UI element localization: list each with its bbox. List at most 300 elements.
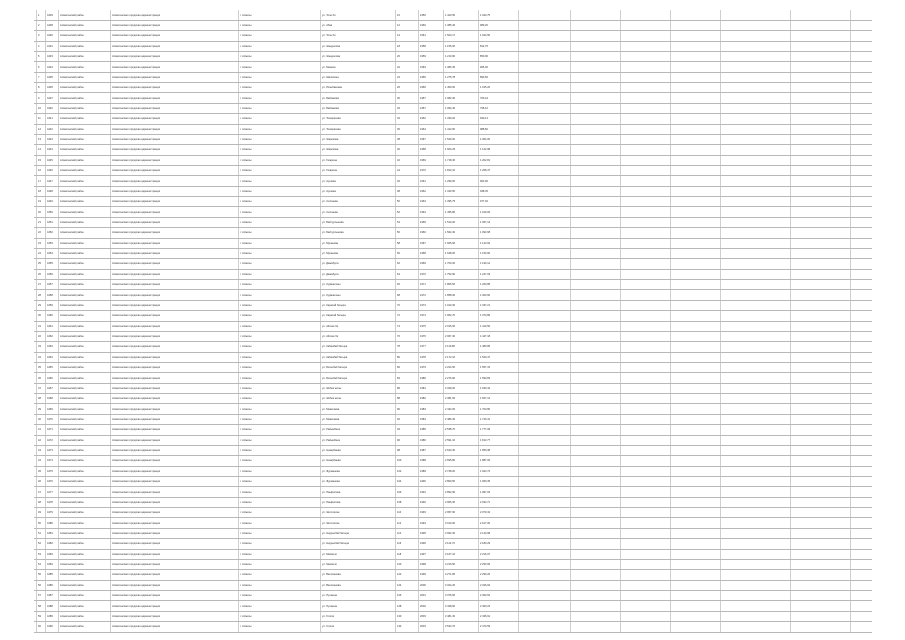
table-cell: 1969 [420, 262, 426, 266]
table-cell: Алматинский район [60, 210, 84, 214]
table-cell: Алматинский район [60, 303, 84, 307]
table-cell: Алматинская городская администрация [112, 314, 161, 318]
table-cell: г. Алматы [240, 210, 252, 214]
table-cell: 96 [397, 438, 400, 442]
table-cell: 34 [397, 117, 400, 121]
table-cell: ул. Назарбаева [322, 459, 341, 463]
table-cell: г. Алматы [240, 158, 252, 162]
table-cell: 41 [38, 428, 41, 432]
table-cell: Алматинская городская администрация [112, 221, 161, 225]
table-cell: Алматинская городская администрация [112, 127, 161, 131]
table-cell: Алматинский район [60, 75, 84, 79]
table-cell: 47 [38, 490, 41, 494]
table-cell: 9 [38, 96, 40, 100]
table-cell: 977,02 [480, 200, 488, 204]
table-cell: ул. Гоголя [322, 625, 335, 629]
table-cell: 2 172,10 [445, 355, 456, 359]
table-cell: 1996 [420, 542, 426, 546]
table-cell: Алматинский район [60, 407, 84, 411]
table-cell: ул. Наурызбай батыра [322, 542, 350, 546]
table-cell: 4462 [47, 335, 53, 339]
table-cell: 54 [397, 221, 400, 225]
table-cell: 4481 [47, 532, 53, 536]
table-cell: ул. Жандосова [322, 44, 341, 48]
table-cell: 1972 [420, 293, 426, 297]
table-cell: 132 [397, 625, 402, 629]
table-cell: Алматинский район [60, 583, 84, 587]
table-cell: 1 630,44 [480, 386, 491, 390]
table-cell: 760,44 [480, 96, 488, 100]
table-cell: Алматинская городская администрация [112, 75, 161, 79]
table-cell: 2 276,90 [445, 376, 456, 380]
table-cell: 1965 [420, 75, 426, 79]
table-cell: г. Алматы [240, 13, 252, 17]
table-cell: 1 044,50 [480, 34, 491, 38]
table-cell: г. Алматы [240, 573, 252, 577]
table-cell: 1997 [420, 552, 426, 556]
table-cell: 2 033,71 [480, 500, 491, 504]
table-cell: Алматинская городская администрация [112, 293, 161, 297]
table-cell: Алматинский район [60, 200, 84, 204]
table-cell: 850,00 [480, 55, 488, 59]
table-cell: 890,66 [480, 75, 488, 79]
table-cell: 32 [38, 335, 41, 339]
table-cell: г. Алматы [240, 200, 252, 204]
table-cell: 1968 [420, 252, 426, 256]
table-cell: 4431 [47, 44, 53, 48]
table-cell: ул. Толе би [322, 13, 336, 17]
table-cell: 1 410,50 [480, 324, 491, 328]
table-cell: ул. Абая [322, 24, 333, 28]
table-cell: Алматинский район [60, 221, 84, 225]
table-cell: 4446 [47, 169, 53, 173]
table-cell: 4485 [47, 573, 53, 577]
table-cell: 60 [38, 625, 41, 629]
table-cell: г. Алматы [240, 262, 252, 266]
table-cell: Алматинский район [60, 428, 84, 432]
table-cell: 4452 [47, 231, 53, 235]
table-cell: Алматинский район [60, 96, 84, 100]
table-cell: г. Алматы [240, 169, 252, 173]
table-cell: 768,10 [480, 106, 488, 110]
table-cell: 4 [38, 44, 40, 48]
table-cell: ул. Макатаева [322, 407, 340, 411]
table-cell: 5 [38, 55, 40, 59]
table-cell: 102 [397, 469, 402, 473]
table-cell: 31 [38, 324, 41, 328]
table-cell: 64 [397, 272, 400, 276]
table-cell: 1977 [420, 345, 426, 349]
table-cell: 4434 [47, 65, 53, 69]
table-cell: Алматинский район [60, 241, 84, 245]
table-cell: 1982 [420, 397, 426, 401]
row-divider [34, 165, 872, 166]
table-cell: 1967 [420, 241, 426, 245]
table-cell: 52 [397, 210, 400, 214]
table-cell: 84 [397, 376, 400, 380]
table-cell: 19 [38, 200, 41, 204]
table-cell: Алматинская городская администрация [112, 210, 161, 214]
table-cell: 2 224,50 [445, 366, 456, 370]
table-cell: Алматинская городская администрация [112, 106, 161, 110]
table-cell: 53 [38, 552, 41, 556]
table-cell: Алматинская городская администрация [112, 335, 161, 339]
row-divider [34, 435, 872, 436]
table-cell: Алматинская городская администрация [112, 158, 161, 162]
table-cell: 1983 [420, 407, 426, 411]
table-cell: г. Алматы [240, 335, 252, 339]
table-cell: Алматинская городская администрация [112, 614, 161, 618]
table-cell: ул. Байтурсынова [322, 231, 344, 235]
table-cell: ул. Кабанбай батыра [322, 345, 348, 349]
table-cell: 4466 [47, 376, 53, 380]
table-cell: Алматинская городская администрация [112, 594, 161, 598]
table-cell: 1998 [420, 563, 426, 567]
table-cell: 51 [38, 532, 41, 536]
table-cell: Алматинская городская администрация [112, 303, 161, 307]
table-cell: 2 748,20 [445, 469, 456, 473]
table-cell: ул. Карасай батыра [322, 314, 346, 318]
table-cell: 1 450,00 [445, 86, 456, 90]
table-cell: 1 520,00 [445, 138, 456, 142]
row-divider [34, 632, 872, 633]
table-cell: Алматинский район [60, 469, 84, 473]
row-divider [34, 321, 872, 322]
table-cell: 1 605,60 [445, 241, 456, 245]
table-cell: 4443 [47, 138, 53, 142]
table-cell: г. Алматы [240, 583, 252, 587]
table-cell: 4461 [47, 324, 53, 328]
table-cell: Алматинская городская администрация [112, 272, 161, 276]
table-cell: 50 [397, 200, 400, 204]
table-cell: г. Алматы [240, 86, 252, 90]
row-divider [34, 331, 872, 332]
table-cell: 25 [38, 262, 41, 266]
row-divider [34, 403, 872, 404]
table-cell: Алматинский район [60, 24, 84, 28]
table-cell: Алматинский район [60, 231, 84, 235]
table-cell: 4486 [47, 583, 53, 587]
table-cell: Алматинский район [60, 480, 84, 484]
table-cell: 4464 [47, 355, 53, 359]
table-cell: 22 [397, 65, 400, 69]
table-cell: ул. Масанчи [322, 563, 337, 567]
table-cell: 120 [397, 563, 402, 567]
table-cell: 1970 [420, 169, 426, 173]
table-cell: 1985 [420, 428, 426, 432]
table-cell: Алматинский район [60, 376, 84, 380]
table-cell: 4435 [47, 75, 53, 79]
table-cell: 3 062,40 [445, 532, 456, 536]
table-cell: г. Алматы [240, 438, 252, 442]
table-cell: 1 337,21 [480, 303, 491, 307]
table-cell: 2004 [420, 625, 426, 629]
table-cell: 1974 [420, 314, 426, 318]
table-cell: 4450 [47, 210, 53, 214]
table-cell: 4456 [47, 272, 53, 276]
table-cell: 28 [38, 293, 41, 297]
table-cell: 20 [397, 55, 400, 59]
table-cell: ул. Райымбека [322, 428, 340, 432]
table-cell: 1 960,35 [480, 480, 491, 484]
table-cell: 1 604,25 [445, 148, 456, 152]
table-cell: 56 [397, 231, 400, 235]
table-cell: 2 070,32 [480, 511, 491, 515]
table-cell: 122 [397, 573, 402, 577]
table-cell: 1995 [420, 532, 426, 536]
table-cell: 4489 [47, 614, 53, 618]
table-cell: 3 [38, 34, 40, 38]
table-cell: г. Алматы [240, 542, 252, 546]
row-divider [34, 289, 872, 290]
table-cell: 1 300,60 [480, 293, 491, 297]
table-cell: ул. Желтоксан [322, 511, 340, 515]
table-cell: г. Алматы [240, 355, 252, 359]
table-cell: 2 591,10 [445, 438, 456, 442]
table-cell: г. Алматы [240, 480, 252, 484]
table-cell: г. Алматы [240, 293, 252, 297]
table-cell: 1 593,83 [480, 376, 491, 380]
table-cell: 1 997,03 [480, 490, 491, 494]
table-cell: Алматинская городская администрация [112, 625, 161, 629]
table-cell: 80 [397, 355, 400, 359]
table-cell: 70 [397, 303, 400, 307]
table-cell: 1963 [420, 65, 426, 69]
table-cell: ул. Фурманова [322, 469, 340, 473]
table-cell: ул. Жибек жолы [322, 397, 342, 401]
table-cell: 54 [38, 563, 41, 567]
row-divider [34, 124, 872, 125]
table-cell: 46 [397, 179, 400, 183]
table-cell: Алматинский район [60, 542, 84, 546]
table-cell: ул. Сатпаева [322, 210, 338, 214]
table-cell: г. Алматы [240, 594, 252, 598]
table-cell: 2 436,91 [480, 614, 491, 618]
table-cell: 1964 [420, 127, 426, 131]
table-cell: ул. Валиханова [322, 573, 341, 577]
table-cell: г. Алматы [240, 500, 252, 504]
row-divider [34, 227, 872, 228]
table-cell: Алматинская городская администрация [112, 34, 161, 38]
table-cell: 1 019,06 [480, 210, 491, 214]
table-cell: Алматинская городская администрация [112, 438, 161, 442]
table-cell: 1 094,40 [445, 106, 456, 110]
table-cell: Алматинская городская администрация [112, 490, 161, 494]
table-cell: 57 [38, 594, 41, 598]
table-cell: 4442 [47, 127, 53, 131]
table-cell: ул. Богенбай батыра [322, 376, 347, 380]
row-divider [34, 600, 872, 601]
table-cell: 4470 [47, 417, 53, 421]
table-cell: 1 700,20 [445, 262, 456, 266]
row-divider [34, 549, 872, 550]
row-divider [34, 621, 872, 622]
table-cell: Алматинская городская администрация [112, 262, 161, 266]
table-cell: 12 [38, 127, 41, 131]
table-cell: г. Алматы [240, 127, 252, 131]
table-cell: 44 [38, 459, 41, 463]
table-cell: 15 [38, 158, 41, 162]
table-cell: 1960 [420, 24, 426, 28]
row-divider [34, 538, 872, 539]
table-cell: 1 093,68 [480, 231, 491, 235]
table-cell: 30 [38, 314, 41, 318]
table-cell: 1 703,80 [480, 407, 491, 411]
table-cell: ул. Манаса [322, 65, 336, 69]
table-cell: 2 381,60 [445, 397, 456, 401]
table-cell: Алматинская городская администрация [112, 324, 161, 328]
table-cell: г. Алматы [240, 252, 252, 256]
table-cell: 2 643,40 [445, 449, 456, 453]
table-cell: 1 887,06 [480, 459, 491, 463]
row-divider [34, 590, 872, 591]
table-cell: ул. Назарбаева [322, 449, 341, 453]
table-cell: 26 [38, 272, 41, 276]
table-cell: Алматинская городская администрация [112, 428, 161, 432]
table-cell: 1 557,15 [480, 366, 491, 370]
table-cell: 1 123,92 [480, 241, 491, 245]
table-cell: 1961 [420, 34, 426, 38]
table-cell: г. Алматы [240, 532, 252, 536]
table-cell: 55 [38, 573, 41, 577]
table-cell: ул. Жарокова [322, 138, 339, 142]
table-cell: Алматинский район [60, 335, 84, 339]
table-cell: 1 910,30 [445, 303, 456, 307]
table-cell: 4460 [47, 314, 53, 318]
table-cell: ул. Байзакова [322, 96, 339, 100]
table-cell: г. Алматы [240, 189, 252, 193]
table-cell: г. Алматы [240, 449, 252, 453]
table-cell: 8 [38, 86, 40, 90]
table-cell: г. Алматы [240, 24, 252, 28]
table-cell: 66 [397, 283, 400, 287]
table-cell: 1973 [420, 303, 426, 307]
table-cell: 1 057,14 [480, 221, 491, 225]
table-cell: г. Алматы [240, 417, 252, 421]
table-cell: г. Алматы [240, 604, 252, 608]
table-cell: 1962 [420, 117, 426, 121]
table-cell: 1 850,38 [480, 449, 491, 453]
table-cell: 104 [397, 480, 402, 484]
table-cell: Алматинская городская администрация [112, 117, 161, 121]
table-cell: Алматинская городская администрация [112, 44, 161, 48]
table-cell: Алматинский район [60, 511, 84, 515]
table-cell: 1 020,75 [480, 13, 491, 17]
table-cell: 2 [38, 24, 40, 28]
table-cell: ул. Джамбула [322, 262, 339, 266]
table-cell: г. Алматы [240, 376, 252, 380]
table-cell: 1 740,41 [480, 417, 491, 421]
table-cell: Алматинская городская администрация [112, 55, 161, 59]
table-cell: 1986 [420, 438, 426, 442]
table-cell: 1 510,20 [445, 221, 456, 225]
row-divider [34, 30, 872, 31]
table-cell: 1 447,18 [480, 335, 491, 339]
table-cell: 52 [38, 542, 41, 546]
table-cell: г. Алматы [240, 407, 252, 411]
table-cell: 2 434,00 [445, 407, 456, 411]
table-cell: 2001 [420, 594, 426, 598]
table-cell: г. Алматы [240, 552, 252, 556]
table-cell: 45 [38, 469, 41, 473]
table-cell: 1991 [420, 490, 426, 494]
table-cell: 4482 [47, 542, 53, 546]
table-cell: 1967 [420, 138, 426, 142]
table-cell: Алматинский район [60, 604, 84, 608]
table-cell: 2 473,59 [480, 625, 491, 629]
table-cell: ул. Байтурсынова [322, 221, 344, 225]
table-cell: 4437 [47, 96, 53, 100]
table-cell: 116 [397, 542, 402, 546]
table-cell: 16 [38, 169, 41, 173]
row-divider [34, 414, 872, 415]
table-cell: 14 [397, 34, 400, 38]
table-cell: 1 412,60 [445, 127, 456, 131]
table-cell: 74 [397, 324, 400, 328]
table-cell: ул. Ауэзова [322, 179, 336, 183]
table-cell: 27 [38, 283, 41, 287]
table-cell: 112 [397, 521, 402, 525]
table-cell: Алматинская городская администрация [112, 386, 161, 390]
row-divider [34, 486, 872, 487]
table-cell: Алматинский район [60, 500, 84, 504]
table-cell: ул. Толе би [322, 34, 336, 38]
table-cell: г. Алматы [240, 65, 252, 69]
table-cell: 1 290,00 [445, 179, 456, 183]
table-cell: ул. Джамбула [322, 272, 339, 276]
table-cell: 930,14 [480, 117, 488, 121]
table-cell: Алматинская городская администрация [112, 376, 161, 380]
table-cell: 92 [397, 417, 400, 421]
table-cell: Алматинская городская администрация [112, 469, 161, 473]
table-cell: г. Алматы [240, 490, 252, 494]
table-cell: 1 340,50 [445, 189, 456, 193]
table-cell: Алматинский район [60, 13, 84, 17]
row-divider [34, 134, 872, 135]
table-cell: 130 [397, 614, 402, 618]
table-cell: 1 275,78 [445, 75, 456, 79]
table-cell: Алматинский район [60, 324, 84, 328]
table-cell: 94 [397, 428, 400, 432]
table-cell: 4468 [47, 397, 53, 401]
table-cell: Алматинская городская администрация [112, 521, 161, 525]
table-cell: 4433 [47, 55, 53, 59]
table-cell: 2 800,50 [445, 480, 456, 484]
table-cell: 1 752,90 [445, 272, 456, 276]
table-cell: Алматинский район [60, 283, 84, 287]
table-cell: Алматинская городская администрация [112, 480, 161, 484]
table-cell: 106 [397, 490, 402, 494]
table-cell: г. Алматы [240, 55, 252, 59]
table-cell: Алматинский район [60, 386, 84, 390]
table-cell: 2003 [420, 614, 426, 618]
table-cell: 10 [397, 13, 400, 17]
table-cell: ул. Пушкина [322, 594, 337, 598]
table-cell: Алматинская городская администрация [112, 86, 161, 90]
table-cell: 1957 [420, 96, 426, 100]
table-cell: 1 373,89 [480, 314, 491, 318]
table-cell: 4490 [47, 625, 53, 629]
table-cell: ул. Желтоксан [322, 521, 340, 525]
table-cell: 4478 [47, 500, 53, 504]
table-cell: 48 [38, 500, 41, 504]
table-cell: г. Алматы [240, 511, 252, 515]
table-cell: Алматинская городская администрация [112, 511, 161, 515]
table-cell: Алматинская городская администрация [112, 179, 161, 183]
table-cell: 1959 [420, 55, 426, 59]
table-cell: ул. Муканова [322, 241, 338, 245]
table-cell: ул. Фурманова [322, 480, 340, 484]
